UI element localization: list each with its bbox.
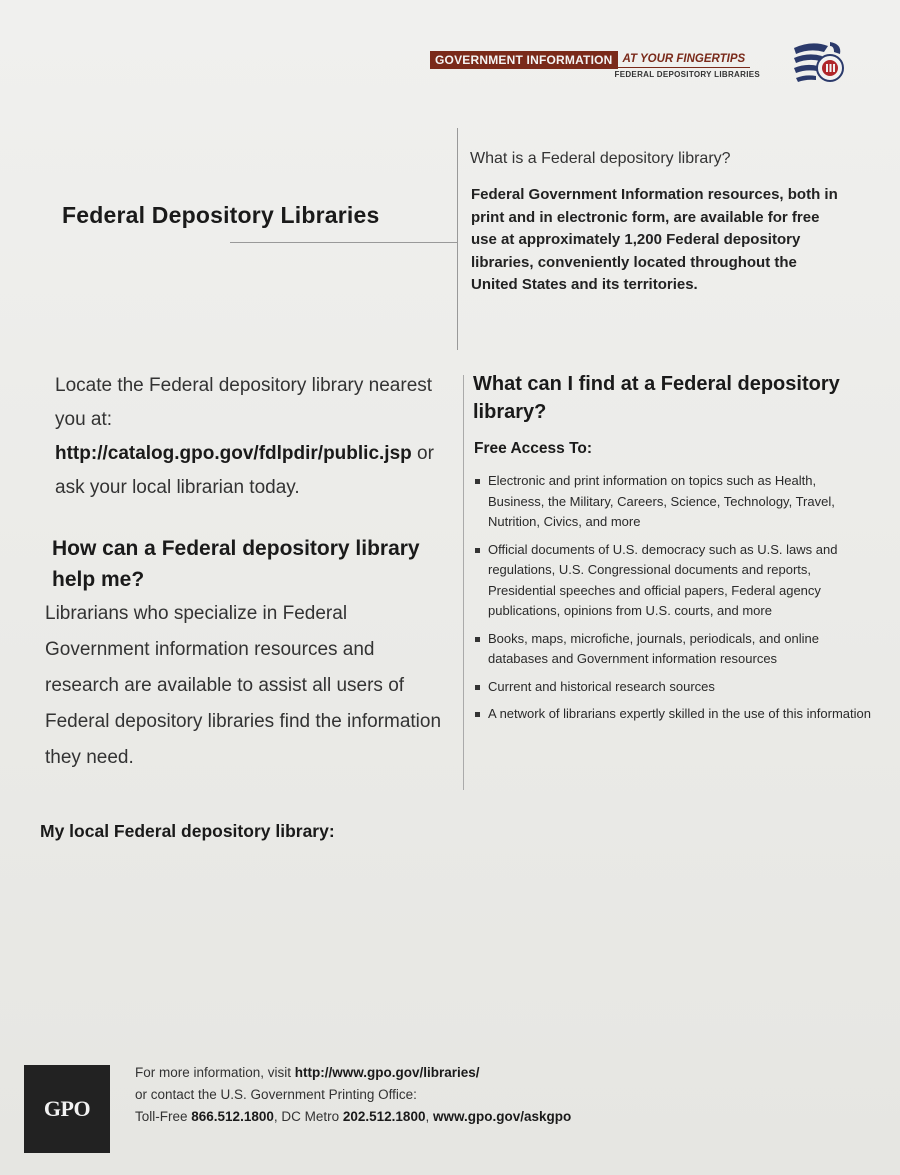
free-access-list <box>474 471 874 732</box>
locate-text-before: Locate the Federal depository library nearest you at: <box>55 375 433 430</box>
metro-label: , DC Metro <box>273 1109 343 1124</box>
vertical-divider-bottom <box>463 375 464 790</box>
footer-contact <box>135 1062 655 1128</box>
askgpo-link[interactable]: www.gpo.gov/askgpo <box>432 1109 572 1124</box>
gpo-logo <box>24 1065 110 1153</box>
catalog-url-link[interactable]: http://catalog.gpo.gov/fdlpdir/public.jsp <box>55 443 412 464</box>
title-divider <box>230 242 458 243</box>
list-item: A network of librarians expertly skilled in the use of this information <box>474 704 874 725</box>
tollfree-label: Toll-Free <box>135 1109 192 1124</box>
list-item: Electronic and print information on topics such as Health, Business, the Military, Careers, Science, Technology, Travel, Nutrition, Civics, and more <box>474 471 874 533</box>
find-question: What can I find at a Federal depository library? <box>473 373 840 423</box>
banner-government-information: GOVERNMENT INFORMATION <box>430 51 618 69</box>
footer-separator: , <box>425 1109 433 1124</box>
local-library-label: My local Federal depository library: <box>40 821 335 841</box>
footer-line-2: or contact the U.S. Government Printing Office: <box>135 1087 417 1102</box>
gpo-libraries-link[interactable]: http://www.gpo.gov/libraries/ <box>294 1065 480 1080</box>
footer-line-3 <box>135 1106 655 1128</box>
header-banner <box>430 50 760 84</box>
banner-federal-depository-libraries: FEDERAL DEPOSITORY LIBRARIES <box>614 70 760 79</box>
locate-paragraph <box>55 369 455 505</box>
locate-text-after: or ask your local librarian today. <box>55 443 434 498</box>
free-access-label: Free Access To: <box>474 440 593 457</box>
banner-at-your-fingertips: AT YOUR FINGERTIPS <box>618 51 751 68</box>
footer-visit-text: For more information, visit <box>135 1065 295 1080</box>
help-question: How can a Federal depository library help me? <box>52 537 420 591</box>
footer-line-1 <box>135 1062 655 1084</box>
vertical-divider-top <box>457 128 458 350</box>
page-title: Federal Depository Libraries <box>62 202 380 228</box>
list-item: Official documents of U.S. democracy such as U.S. laws and regulations, U.S. Congressional documents and reports, Presidential speeches and official papers, Federal agency publications, opinions from U.S. courts, and more <box>474 540 874 622</box>
tollfree-number[interactable]: 866.512.1800 <box>191 1109 274 1124</box>
list-item: Books, maps, microfiche, journals, periodicals, and online databases and Government information resources <box>474 629 874 670</box>
help-answer: Librarians who specialize in Federal Government information resources and research are available to assist all users of Federal depository libraries find the information they need. <box>45 603 442 768</box>
list-item: Current and historical research sources <box>474 677 874 698</box>
metro-number[interactable]: 202.512.1800 <box>342 1109 426 1124</box>
what-is-answer: Federal Government Information resources, both in print and in electronic form, are available for free use at approximately 1,200 Federal depository libraries, conveniently located throughout the United States and its territories. <box>471 186 838 293</box>
what-is-question: What is a Federal depository library? <box>470 150 731 167</box>
fdlp-eagle-seal-icon <box>790 38 848 88</box>
gpo-logo-text: GPO <box>43 1096 91 1121</box>
